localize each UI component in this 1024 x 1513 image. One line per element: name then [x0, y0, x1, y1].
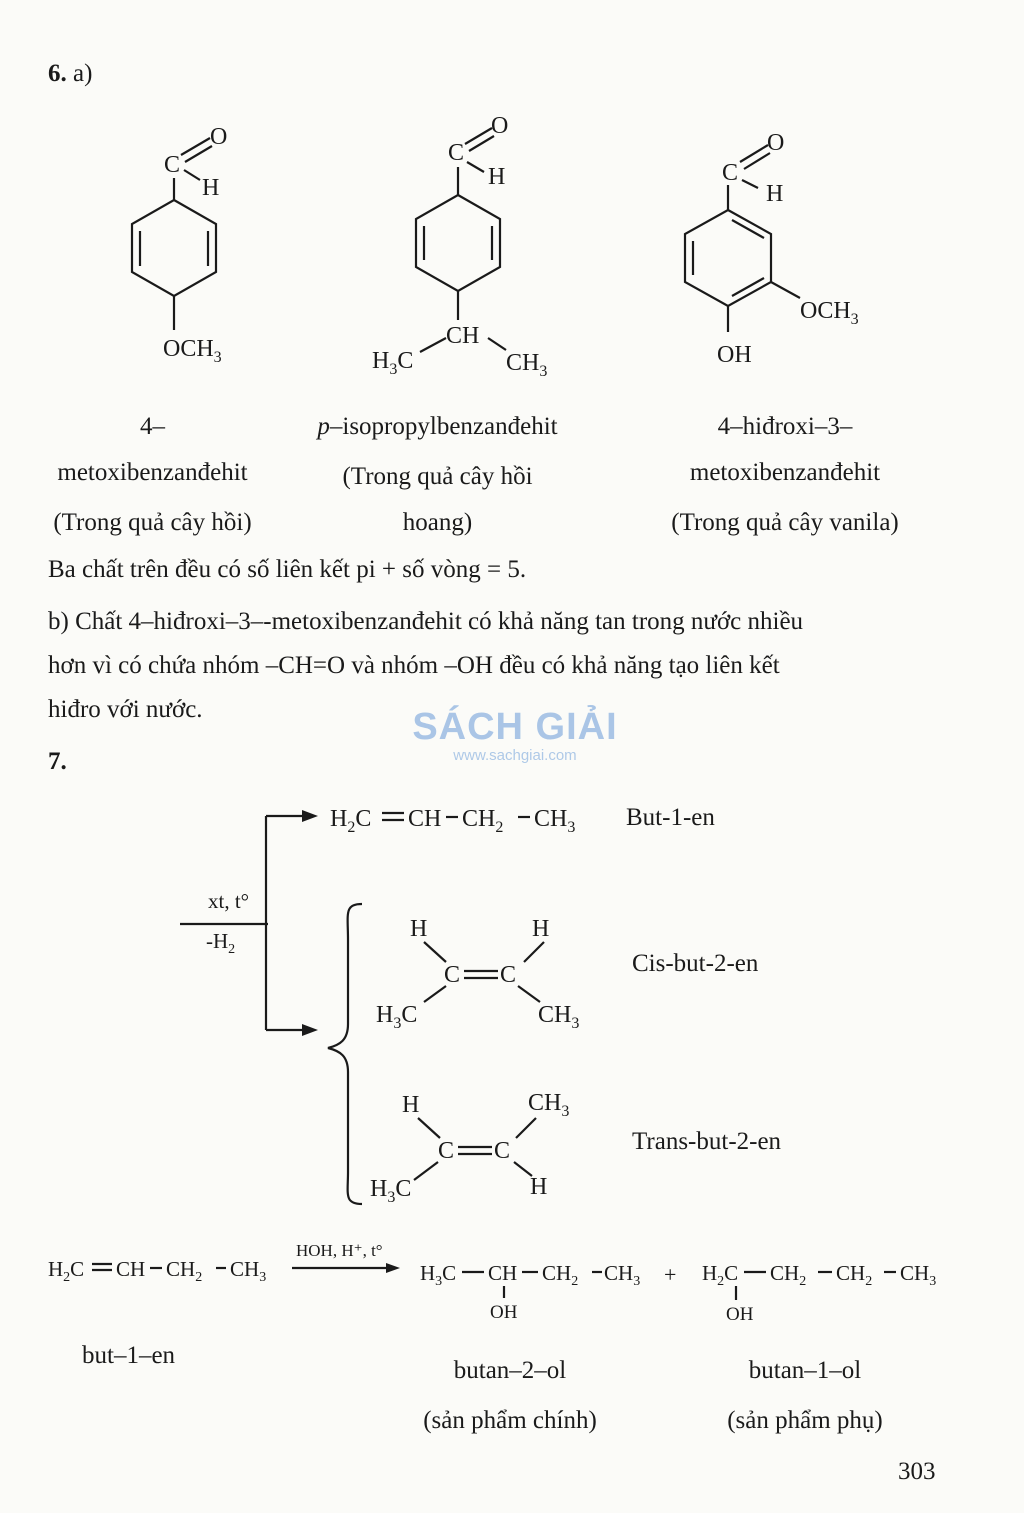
compound-1-source: (Trong quả cây hồi): [53, 509, 252, 536]
compound-1-name-line2: metoxibenzanđehit: [57, 459, 248, 486]
svg-text:O: O: [210, 124, 228, 150]
svg-text:H: H: [410, 916, 428, 942]
product-but-1-en: But-1-en: [626, 804, 715, 831]
q6-part-b-line1: b) Chất 4–hiđroxi–3–-metoxibenzanđehit có khả năng tan trong nước nhiều: [48, 608, 804, 635]
svg-text:H2C: $H_2C$: [48, 1257, 85, 1285]
svg-text:CH3: $CH_3$: [538, 1002, 580, 1032]
watermark: [400, 706, 630, 764]
svg-text:H3C: $H_3C$: [420, 1261, 457, 1289]
svg-text:H2C: $H_2C$: [330, 806, 372, 836]
svg-text:OH: OH: [490, 1302, 518, 1323]
compound-2-source-line2: hoang): [402, 509, 473, 536]
compound-2-name: [290, 404, 585, 450]
svg-text:H: H: [532, 916, 550, 942]
svg-text:CH2: $CH_2$: [462, 806, 504, 836]
q6-part-b-line2: hơn vì có chứa nhóm –CH=O và nhóm –OH đều có khả năng tạo liên kết: [48, 652, 780, 679]
vanillin-methoxy-label: $OCH_3$: [800, 298, 859, 328]
compound-1-caption: [30, 404, 275, 546]
compound-3-name-line2: metoxibenzanđehit: [689, 459, 881, 486]
compound-2-caption: [290, 404, 585, 546]
condition-minus-h2: $-H_2$: [206, 929, 236, 957]
vanillin-hydroxy-label: OH: [717, 342, 752, 368]
but-1-ene-formula: [330, 806, 575, 836]
hydration-reaction: [0, 1236, 1024, 1336]
q6-summary: Ba chất trên đều có số liên kết pi + số vòng = 5.: [48, 556, 527, 583]
structure-4-methoxybenzaldehyde: [132, 124, 227, 366]
svg-text:H: H: [402, 1092, 420, 1118]
svg-text:C: C: [164, 152, 181, 178]
svg-text:CH2: $CH_2$: [542, 1261, 579, 1289]
svg-text:C: C: [500, 962, 517, 988]
hydration-condition: HOH, H⁺, t°: [296, 1241, 383, 1260]
part-a-label: a): [73, 60, 93, 87]
svg-text:C: C: [444, 962, 461, 988]
compound-2-source-line1: (Trong quả cây hồi: [342, 463, 533, 490]
svg-text:CH2: $CH_2$: [770, 1261, 807, 1289]
product-2-caption: [680, 1346, 930, 1446]
trans-but-2-ene-structure: [370, 1090, 569, 1206]
structure-vanillin: [685, 130, 859, 368]
reactant-but-1-ene: [48, 1257, 266, 1285]
product-trans-but-2-en: Trans-but-2-en: [632, 1128, 782, 1155]
svg-text:C: C: [494, 1138, 511, 1164]
reactant-name: but–1–en: [82, 1342, 176, 1369]
structure-p-isopropylbenzaldehyde: [372, 113, 547, 380]
compound-3-caption: [640, 404, 930, 546]
compound-2-name-line1: –isopropylbenzanđehit: [329, 413, 558, 440]
svg-text:CH3: $CH_3$: [230, 1257, 267, 1285]
svg-text:H3C: $H_3C$: [376, 1002, 418, 1032]
page-number: 303: [898, 1458, 936, 1485]
svg-text:CH2: $CH_2$: [836, 1261, 873, 1289]
svg-text:O: O: [767, 130, 785, 156]
compound-1-name-line1: 4–: [140, 413, 165, 440]
product-2-name: butan–1–ol: [748, 1357, 862, 1384]
product-1-note: (sản phẩm chính): [423, 1407, 597, 1434]
product-1-name: butan–2–ol: [453, 1357, 567, 1384]
cis-but-2-ene-structure: [376, 916, 579, 1032]
methoxy-group-label: $OCH_3$: [163, 336, 222, 366]
product-1-caption: [390, 1346, 630, 1446]
svg-text:CH3: $CH_3$: [528, 1090, 570, 1120]
svg-text:CH3: $CH_3$: [534, 806, 576, 836]
watermark-brand: SÁCH GIẢI: [412, 706, 618, 748]
compound-3-source: (Trong quả cây vanila): [671, 509, 899, 536]
compound-3-name-line1: 4–hiđroxi–3–: [717, 413, 853, 440]
product-butan-2-ol: [420, 1261, 640, 1323]
product-2-note: (sản phẩm phụ): [727, 1407, 883, 1434]
watermark-url: www.sachgiai.com: [453, 747, 577, 764]
q7-dehydrogenation-scheme: [0, 790, 1024, 1230]
svg-text:CH: CH: [488, 1261, 518, 1285]
svg-text:C: C: [722, 160, 739, 186]
svg-text:CH2: $CH_2$: [166, 1257, 203, 1285]
q6-part-b-line3: hiđro với nước.: [48, 696, 203, 723]
question-7-label: [48, 748, 67, 776]
svg-text:H3C: $H_3C$: [372, 348, 414, 378]
svg-text:H: H: [530, 1174, 548, 1200]
isopropyl-ch-label: CH: [446, 323, 480, 349]
svg-text:C: C: [438, 1138, 455, 1164]
product-butan-1-ol: [702, 1261, 936, 1325]
question-7-number: 7.: [48, 748, 67, 775]
svg-text:CH: CH: [116, 1257, 146, 1281]
svg-text:C: C: [448, 140, 465, 166]
svg-text:H3C: $H_3C$: [370, 1176, 412, 1206]
svg-text:H2C: $H_2C$: [702, 1261, 739, 1289]
question-number: 6.: [48, 60, 67, 87]
svg-text:CH3: $CH_3$: [900, 1261, 937, 1289]
svg-text:H: H: [202, 175, 220, 201]
svg-text:H: H: [766, 181, 784, 207]
compound-2-name-prefix: p: [317, 413, 330, 440]
svg-text:OH: OH: [726, 1304, 754, 1325]
svg-text:CH: CH: [408, 806, 442, 832]
svg-text:O: O: [491, 113, 509, 139]
question-6-label: [48, 60, 92, 88]
product-cis-but-2-en: Cis-but-2-en: [632, 950, 759, 977]
svg-text:CH3: $CH_3$: [506, 350, 548, 380]
condition-catalyst: xt, t°: [208, 889, 250, 913]
svg-text:H: H: [488, 164, 506, 190]
svg-text:CH3: $CH_3$: [604, 1261, 641, 1289]
plus-sign: +: [664, 1262, 677, 1287]
